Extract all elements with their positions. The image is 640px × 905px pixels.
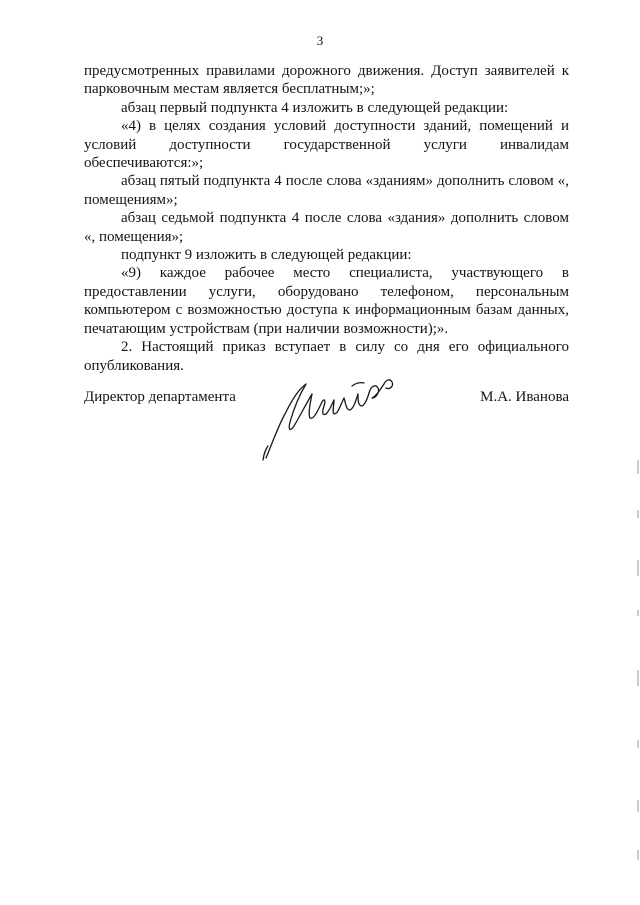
paragraph-amend-subclause-4-first: абзац первый подпункта 4 изложить в следующей редакции: — [121, 99, 509, 116]
page-number: 3 — [316, 33, 324, 48]
paragraph-amend-subclause-9: подпункт 9 изложить в следующей редакции: — [121, 247, 412, 264]
signer-title: Директор департамента — [84, 389, 236, 405]
document-body — [84, 62, 569, 375]
signature-block — [84, 380, 569, 470]
scan-edge-marks — [636, 440, 640, 880]
paragraph-subclause-9-text: «9) каждое рабочее место специалиста, участвующего в предоставлении услуги, оборудовано телефоном, персональным компьютером с возможностью доступа к информационным базам данных, печатающим устройствам (при наличии возможности);». — [84, 265, 569, 337]
paragraph-effective-date: 2. Настоящий приказ вступает в силу со дня его официального опубликования. — [84, 339, 569, 374]
handwritten-signature — [260, 374, 410, 464]
signer-name: М.А. Иванова — [480, 389, 569, 405]
paragraph-amend-subclause-4-fifth: абзац пятый подпункта 4 после слова «зданиям» дополнить словом «, помещениям»; — [84, 173, 569, 208]
paragraph-subclause-4-text: «4) в целях создания условий доступности зданий, помещений и условий доступности государственной услуги инвалидам обеспечиваются:»; — [84, 118, 569, 172]
paragraph-amend-subclause-4-seventh: абзац седьмой подпункта 4 после слова «здания» дополнить словом «, помещения»; — [84, 210, 569, 245]
paragraph-parking-access: предусмотренных правилами дорожного движения. Доступ заявителей к парковочным местам является бесплатным;»; — [84, 63, 569, 98]
